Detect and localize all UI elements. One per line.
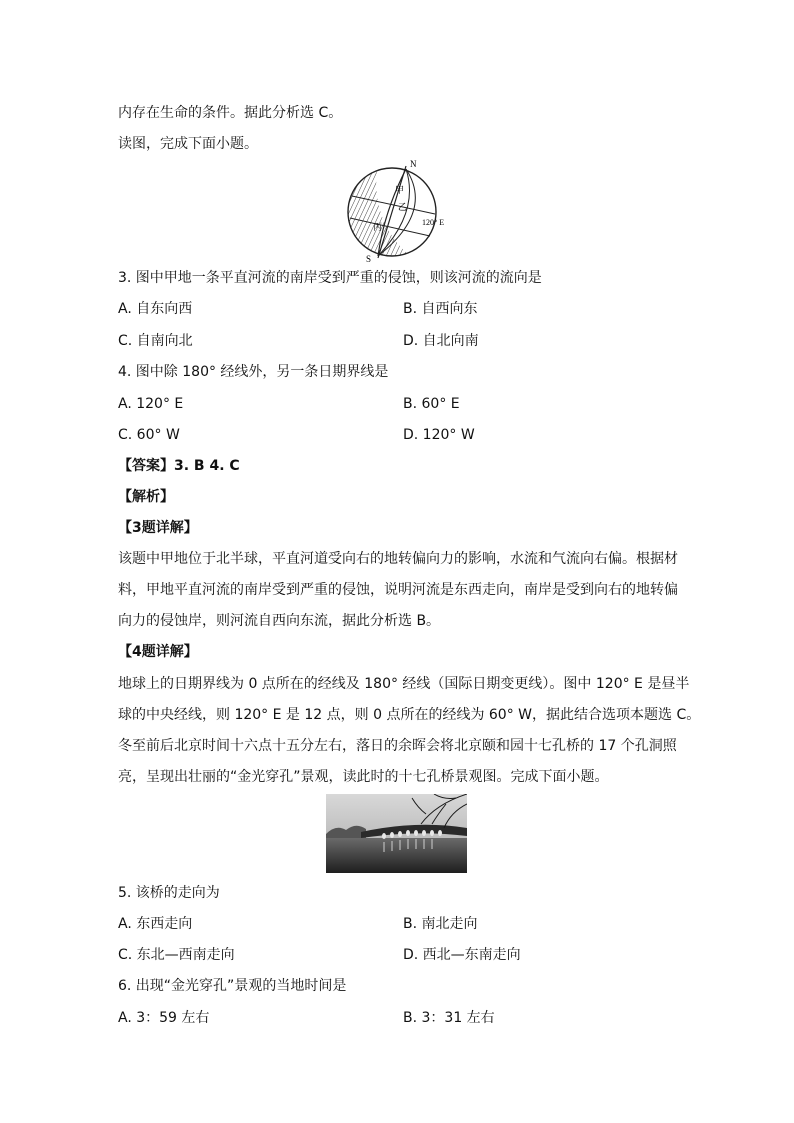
option: C. 60° W bbox=[118, 427, 180, 443]
globe-diagram bbox=[340, 158, 460, 262]
text-line: 内存在生命的条件。据此分析选 C。 bbox=[118, 105, 343, 121]
option: A. 120° E bbox=[118, 396, 184, 412]
detail-heading-3: 【3题详解】 bbox=[118, 520, 198, 536]
south-label: S bbox=[366, 254, 372, 262]
longitude-label: 120° E bbox=[422, 218, 445, 227]
option: C. 自南向北 bbox=[118, 333, 193, 349]
question-5: 5. 该桥的走向为 bbox=[118, 885, 220, 901]
option: A. 3：59 左右 bbox=[118, 1010, 210, 1026]
option: B. 3：31 左右 bbox=[403, 1010, 495, 1026]
option: B. 60° E bbox=[403, 396, 460, 412]
analysis-heading: 【解析】 bbox=[118, 489, 174, 505]
north-label: N bbox=[410, 159, 417, 169]
paragraph-line: 该题中甲地位于北半球，平直河道受向右的地转偏向力的影响，水流和气流向右偏。根据材 bbox=[118, 551, 678, 567]
bridge-photo bbox=[326, 794, 467, 873]
option: A. 自东向西 bbox=[118, 301, 193, 317]
option: D. 自北向南 bbox=[403, 333, 479, 349]
option: D. 120° W bbox=[403, 427, 475, 443]
option: C. 东北—西南走向 bbox=[118, 947, 235, 963]
option: A. 东西走向 bbox=[118, 916, 193, 932]
answer-line: 【答案】3. B 4. C bbox=[118, 458, 240, 474]
jia-label: 甲 bbox=[395, 185, 405, 195]
question-3: 3. 图中甲地一条平直河流的南岸受到严重的侵蚀，则该河流的流向是 bbox=[118, 270, 542, 286]
option: D. 西北—东南走向 bbox=[403, 947, 521, 963]
option: B. 自西向东 bbox=[403, 301, 478, 317]
paragraph-line: 地球上的日期界线为 0 点所在的经线及 180° 经线（国际日期变更线）。图中 120° E 是昼半 bbox=[118, 676, 690, 692]
paragraph-line: 冬至前后北京时间十六点十五分左右，落日的余晖会将北京颐和园十七孔桥的 17 个孔洞照 bbox=[118, 738, 677, 754]
paragraph-line: 球的中央经线，则 120° E 是 12 点，则 0 点所在的经线为 60° W，据此结合选项本题选 C。 bbox=[118, 707, 701, 723]
detail-heading-4: 【4题详解】 bbox=[118, 644, 198, 660]
paragraph-line: 料，甲地平直河流的南岸受到严重的侵蚀，说明河流是东西走向，南岸是受到向右的地转偏 bbox=[118, 582, 678, 598]
yi-label: 乙 bbox=[398, 202, 408, 212]
paragraph-line: 亮，呈现出壮丽的“金光穿孔”景观，读此时的十七孔桥景观图。完成下面小题。 bbox=[118, 769, 609, 785]
bing-label: 丙 bbox=[373, 222, 383, 232]
text-line: 读图，完成下面小题。 bbox=[118, 136, 258, 152]
question-6: 6. 出现“金光穿孔”景观的当地时间是 bbox=[118, 978, 347, 994]
question-4: 4. 图中除 180° 经线外，另一条日期界线是 bbox=[118, 364, 389, 380]
option: B. 南北走向 bbox=[403, 916, 478, 932]
paragraph-line: 向力的侵蚀岸，则河流自西向东流，据此分析选 B。 bbox=[118, 613, 441, 629]
